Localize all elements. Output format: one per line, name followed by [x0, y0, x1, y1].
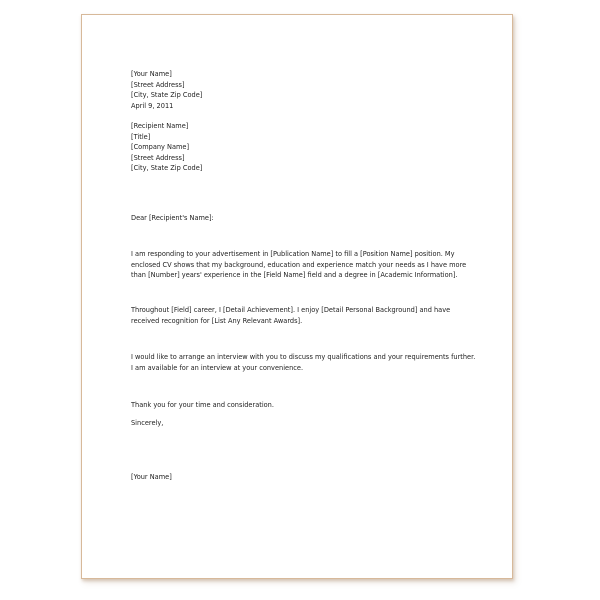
paragraph-line: I am responding to your advertisement in [Publication Name] to fill a [Position Name] position. My [131, 250, 455, 258]
paragraph-line: I am available for an interview at your convenience. [131, 363, 304, 372]
paragraph-2 [131, 305, 450, 326]
recipient-name: [Recipient Name] [131, 122, 189, 130]
signature-block [131, 472, 172, 483]
recipient-title: [Title] [131, 132, 151, 141]
closing-text: Sincerely, [131, 419, 164, 427]
letter-date: April 9, 2011 [131, 101, 174, 110]
paragraph-line: Throughout [Field] career, I [Detail Achievement]. I enjoy [Detail Personal Background] and have [131, 306, 451, 314]
paragraph-line: enclosed CV shows that my background, education and experience match your needs as I have more [131, 260, 467, 269]
recipient-street: [Street Address] [131, 153, 185, 162]
sender-city: [City, State Zip Code] [131, 91, 203, 99]
sender-name: [Your Name] [131, 70, 172, 78]
thanks-line [131, 400, 274, 411]
paragraph-line: I would like to arrange an interview with you to discuss my qualifications and your requirements further. [131, 353, 476, 361]
paragraph-line: received recognition for [List Any Relevant Awards]. [131, 316, 303, 325]
salutation-text: Dear [Recipient's Name]: [131, 214, 214, 222]
closing-line [131, 418, 163, 429]
recipient-address-block [131, 121, 202, 174]
signature-name: [Your Name] [131, 473, 172, 481]
paragraph-line: than [Number] years' experience in the [Field Name] field and a degree in [Academic Information]. [131, 271, 458, 279]
sender-address-block [131, 69, 202, 111]
thanks-text: Thank you for your time and consideration. [131, 401, 274, 409]
sender-street: [Street Address] [131, 80, 185, 89]
salutation [131, 213, 214, 224]
recipient-company: [Company Name] [131, 143, 190, 151]
paragraph-1 [131, 249, 466, 281]
recipient-city: [City, State Zip Code] [131, 164, 203, 172]
letter-page [81, 14, 513, 579]
paragraph-3 [131, 352, 475, 373]
